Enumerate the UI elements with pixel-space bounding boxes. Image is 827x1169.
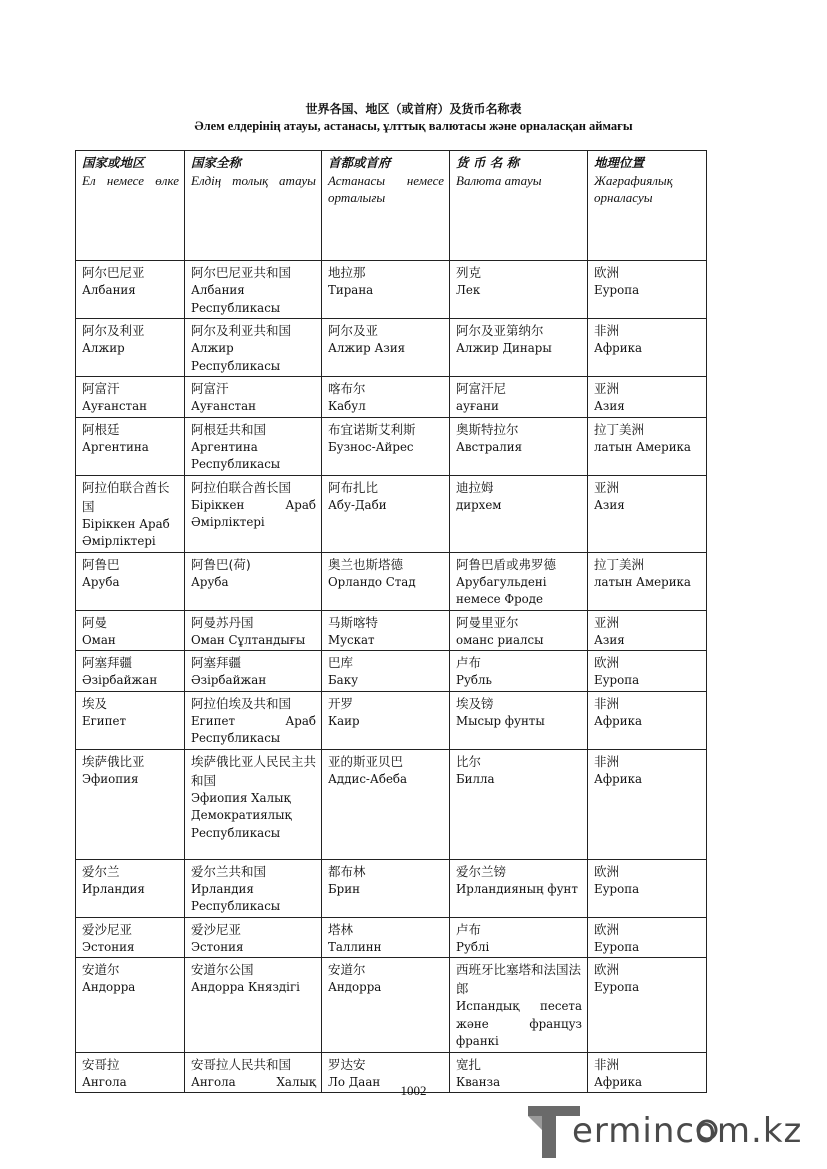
cell-chinese-text: 欧洲 [594,921,620,937]
cell-capital [322,610,450,651]
cell-chinese-text: 欧洲 [594,962,620,977]
cell-kazakh-text: Австралия [456,439,523,454]
cell-chinese-text: 亚洲 [594,479,620,495]
cell-kazakh-text: Тирана [328,283,374,297]
cell-chinese-text: 迪拉姆 [456,479,494,495]
cell-chinese-text: 都布林 [328,863,366,879]
cell-location [588,749,707,859]
cell-kazakh-text: Еуропа [594,673,640,687]
cell-chinese-text: 安道尔 [82,962,120,977]
cell-chinese-text: 爱沙尼亚 [82,921,133,937]
cell-chinese-text: 阿拉伯埃及共和国 [191,695,292,711]
cell-kazakh-text: Біріккен Араб Әмірліктері [191,497,316,529]
cell-capital [322,917,450,958]
header-country: 国家或地区 Ел немесе өлке [76,151,185,261]
cell-kazakh-text: Аргентина Республикасы [191,439,281,471]
cell-kazakh-text: оманс риалсы [456,632,544,647]
cell-kazakh-text: Испандық песета және француз франкі [456,999,582,1048]
cell-full-name [185,417,322,475]
table-row [76,417,707,475]
cell-currency [450,651,588,692]
table-row [76,958,707,1053]
cell-chinese-text: 安道尔 [328,962,366,977]
cell-country [76,749,185,859]
cell-capital [322,319,450,377]
cell-capital [322,859,450,917]
cell-capital [322,475,450,552]
cell-chinese-text: 阿塞拜疆 [82,655,133,670]
header-currency: 货 币 名 称 Валюта атауы [450,151,588,261]
cell-chinese-text: 奥斯特拉尔 [456,421,519,437]
cell-country [76,417,185,475]
cell-full-name [185,610,322,651]
cell-capital [322,261,450,319]
cell-country [76,691,185,749]
cell-chinese-text: 爱尔兰镑 [456,863,507,879]
header-location: 地理位置 Жағрафиялық орналасуы [588,151,707,261]
cell-kazakh-text: Орландо Стад [328,574,416,589]
cell-location [588,377,707,418]
cell-chinese-text: 拉丁美洲 [594,556,645,572]
cell-kazakh-text: Азия [594,497,625,512]
cell-chinese-text: 安哥拉 [82,1056,120,1072]
cell-chinese-text: 爱尔兰 [82,863,120,879]
cell-currency [450,917,588,958]
cell-currency [450,958,588,1053]
cell-chinese-text: 卢布 [456,655,482,670]
cell-kazakh-text: Алжир Динары [456,341,552,355]
cell-chinese-text: 阿鲁巴 [82,556,120,572]
cell-kazakh-text: Египет [82,713,127,728]
cell-full-name [185,958,322,1053]
table-row [76,610,707,651]
cell-country [76,859,185,917]
cell-chinese-text: 亚的斯亚贝巴 [328,753,404,769]
cell-chinese-text: 罗达安 [328,1056,366,1072]
cell-country [76,917,185,958]
cell-kazakh-text: Африка [594,713,642,728]
cell-kazakh-text: Эфиопия Халық Демократиялық Республикасы [191,790,292,840]
cell-capital [322,377,450,418]
cell-country [76,610,185,651]
cell-chinese-text: 欧洲 [594,265,620,280]
cell-kazakh-text: Ауғанстан [191,399,256,413]
cell-currency [450,859,588,917]
cell-chinese-text: 地拉那 [328,265,366,280]
table-row [76,917,707,958]
cell-kazakh-text: Арубагульдені немесе Фроде [456,574,547,606]
cell-kazakh-text: Мускат [328,632,375,647]
cell-chinese-text: 阿鲁巴(荷) [191,556,251,572]
cell-chinese-text: 非洲 [594,1056,620,1072]
cell-kazakh-text: Африка [594,341,642,355]
cell-kazakh-text: Рубль [456,673,492,687]
cell-kazakh-text: Египет Араб Республикасы [191,713,316,745]
cell-chinese-text: 阿根廷共和国 [191,421,267,437]
cell-capital [322,691,450,749]
cell-chinese-text: 亚洲 [594,614,620,630]
cell-chinese-text: 开罗 [328,695,354,711]
cell-full-name [185,475,322,552]
cell-kazakh-text: латын Америка [594,574,691,589]
cell-chinese-text: 阿拉伯联合酋长国 [191,479,292,495]
cell-kazakh-text: Андорра [82,980,136,994]
cell-kazakh-text: Аруба [191,574,229,589]
cell-chinese-text: 欧洲 [594,863,620,879]
cell-chinese-text: 阿曼里亚尔 [456,614,519,630]
cell-kazakh-text: Ирландияның фунт [456,881,578,896]
cell-kazakh-text: Ирландия Республикасы [191,881,281,913]
page-number: 1002 [400,1083,427,1098]
cell-kazakh-text: Брин [328,881,360,896]
cell-chinese-text: 阿尔及亚 [328,323,379,338]
cell-location [588,417,707,475]
cell-kazakh-text: Оман [82,632,116,647]
cell-kazakh-text: Кабул [328,399,366,413]
cell-full-name [185,917,322,958]
cell-full-name [185,319,322,377]
cell-kazakh-text: Еуропа [594,980,640,994]
cell-currency [450,610,588,651]
cell-kazakh-text: Эстония [82,939,135,954]
cell-chinese-text: 阿尔巴尼亚共和国 [191,265,292,280]
cell-full-name [185,749,322,859]
cell-currency [450,552,588,610]
termincom-logo [520,1096,820,1162]
cell-chinese-text: 埃萨俄比亚人民民主共和国 [191,753,317,788]
cell-chinese-text: 埃及 [82,695,108,711]
cell-chinese-text: 阿尔巴尼亚 [82,265,145,280]
cell-location [588,475,707,552]
cell-full-name [185,261,322,319]
cell-chinese-text: 阿富汗 [82,381,120,396]
cell-chinese-text: 巴库 [328,655,354,670]
cell-location [588,319,707,377]
table-row [76,475,707,552]
cell-location [588,691,707,749]
cell-kazakh-text: Баку [328,673,359,687]
cell-chinese-text: 非洲 [594,695,620,711]
cell-kazakh-text: Кванза [456,1074,501,1089]
cell-chinese-text: 阿曼苏丹国 [191,614,254,630]
cell-kazakh-text: Алжир Республикасы [191,341,281,373]
cell-currency [450,691,588,749]
cell-location [588,958,707,1053]
table-row [76,552,707,610]
cell-kazakh-text: Азия [594,399,625,413]
cell-chinese-text: 卢布 [456,921,482,937]
cell-chinese-text: 奥兰也斯塔德 [328,556,404,572]
cell-kazakh-text: Эфиопия [82,771,139,786]
cell-country [76,319,185,377]
table-row [76,749,707,859]
countries-table [75,150,707,1093]
cell-kazakh-text: Албания [82,283,136,297]
cell-kazakh-text: Ауғанстан [82,399,147,413]
cell-kazakh-text: Албания Республикасы [191,283,281,315]
cell-full-name [185,552,322,610]
table-row [76,691,707,749]
cell-chinese-text: 喀布尔 [328,381,366,396]
cell-country [76,261,185,319]
cell-capital [322,749,450,859]
cell-country [76,958,185,1053]
cell-kazakh-text: Еуропа [594,939,640,954]
table-body [76,261,707,1093]
cell-kazakh-text: Аддис-Абеба [328,771,408,786]
cell-chinese-text: 阿塞拜疆 [191,655,242,670]
cell-kazakh-text: Еуропа [594,881,640,896]
cell-chinese-text: 阿尔及亚第纳尔 [456,323,544,338]
table-row [76,859,707,917]
cell-kazakh-text: Лек [456,283,481,297]
cell-kazakh-text: Абу-Даби [328,497,387,512]
table-row [76,261,707,319]
cell-chinese-text: 列克 [456,265,482,280]
cell-chinese-text: 阿布扎比 [328,479,379,495]
cell-currency [450,261,588,319]
cell-kazakh-text: Еуропа [594,283,640,297]
cell-chinese-text: 布宜诺斯艾利斯 [328,421,416,437]
cell-chinese-text: 阿拉伯联合酋长国 [82,479,170,514]
cell-location [588,651,707,692]
cell-kazakh-text: Ангола Халық [191,1074,316,1089]
cell-chinese-text: 非洲 [594,323,620,338]
cell-chinese-text: 阿富汗 [191,381,229,396]
cell-kazakh-text: Ангола [82,1074,127,1089]
cell-capital [322,651,450,692]
cell-kazakh-text: Билла [456,771,495,786]
page-title-chinese: 世界各国、地区（或首府）及货币名称表 [305,102,522,116]
cell-full-name [185,691,322,749]
cell-kazakh-text: ауғани [456,399,499,413]
cell-currency [450,475,588,552]
cell-kazakh-text: Әзірбайжан [82,673,158,687]
cell-kazakh-text: Азия [594,632,625,647]
cell-chinese-text: 安道尔公国 [191,962,254,977]
cell-country [76,552,185,610]
header-capital: 首都或首府 Астанасы немесе орталығы [322,151,450,261]
cell-chinese-text: 爱沙尼亚 [191,921,242,937]
cell-full-name [185,859,322,917]
cell-capital [322,417,450,475]
page-title-kazakh: Әлем елдерінің атауы, астанасы, ұлттық валютасы және орналасқан аймағы [194,119,633,133]
cell-location [588,261,707,319]
cell-chinese-text: 阿根廷 [82,421,120,437]
cell-chinese-text: 非洲 [594,753,620,769]
table-row [76,377,707,418]
cell-kazakh-text: Біріккен Араб Әмірліктері [82,516,170,548]
cell-country [76,651,185,692]
cell-kazakh-text: Бузнос-Айрес [328,439,414,454]
cell-location [588,859,707,917]
cell-kazakh-text: Оман Сұлтандығы [191,632,306,647]
table-header-row [76,151,707,261]
cell-location [588,917,707,958]
cell-chinese-text: 阿富汗尼 [456,381,507,396]
cell-country [76,475,185,552]
cell-chinese-text: 马斯喀特 [328,614,379,630]
cell-kazakh-text: Рублі [456,939,490,954]
cell-chinese-text: 阿曼 [82,614,108,630]
cell-kazakh-text: Ирландия [82,881,145,896]
cell-kazakh-text: Алжир [82,341,125,355]
cell-chinese-text: 埃萨俄比亚 [82,753,145,769]
cell-kazakh-text: Алжир Азия [328,341,406,355]
cell-full-name [185,651,322,692]
cell-currency [450,319,588,377]
cell-chinese-text: 爱尔兰共和国 [191,863,267,879]
cell-kazakh-text: Эстония [191,939,244,954]
cell-kazakh-text: Әзірбайжан [191,673,267,687]
cell-chinese-text: 埃及镑 [456,695,494,711]
cell-currency [450,377,588,418]
cell-location [588,552,707,610]
cell-capital [322,552,450,610]
cell-chinese-text: 欧洲 [594,655,620,670]
cell-currency [450,749,588,859]
cell-kazakh-text: Андорра Княздігі [191,980,300,994]
svg-text:ermincom.kz: ermincom.kz [572,1111,803,1151]
cell-kazakh-text: Таллинн [328,939,382,954]
cell-chinese-text: 阿尔及利亚共和国 [191,323,292,338]
table-row [76,651,707,692]
cell-location [588,610,707,651]
cell-chinese-text: 宽扎 [456,1056,482,1072]
cell-kazakh-text: Андорра [328,980,382,994]
cell-chinese-text: 安哥拉人民共和国 [191,1056,292,1072]
cell-kazakh-text: Африка [594,1074,642,1089]
cell-kazakh-text: дирхем [456,497,502,512]
cell-chinese-text: 亚洲 [594,381,620,396]
header-full-name: 国家全称 Елдің толық атауы [185,151,322,261]
cell-chinese-text: 拉丁美洲 [594,421,645,437]
cell-country [76,377,185,418]
cell-kazakh-text: Аргентина [82,439,149,454]
cell-kazakh-text: Африка [594,771,642,786]
cell-chinese-text: 比尔 [456,753,482,769]
cell-chinese-text: 塔林 [328,921,354,937]
cell-full-name [185,377,322,418]
cell-capital [322,958,450,1053]
cell-kazakh-text: Мысыр фунты [456,713,545,728]
cell-kazakh-text: латын Америка [594,439,691,454]
cell-chinese-text: 阿尔及利亚 [82,323,145,338]
cell-chinese-text: 西班牙比塞塔和法国法郎 [456,962,582,996]
cell-kazakh-text: Каир [328,713,360,728]
cell-chinese-text: 阿鲁巴盾或弗罗德 [456,556,557,572]
table-row [76,319,707,377]
cell-kazakh-text: Аруба [82,574,120,589]
cell-kazakh-text: Ло Даан [328,1074,381,1089]
cell-currency [450,417,588,475]
